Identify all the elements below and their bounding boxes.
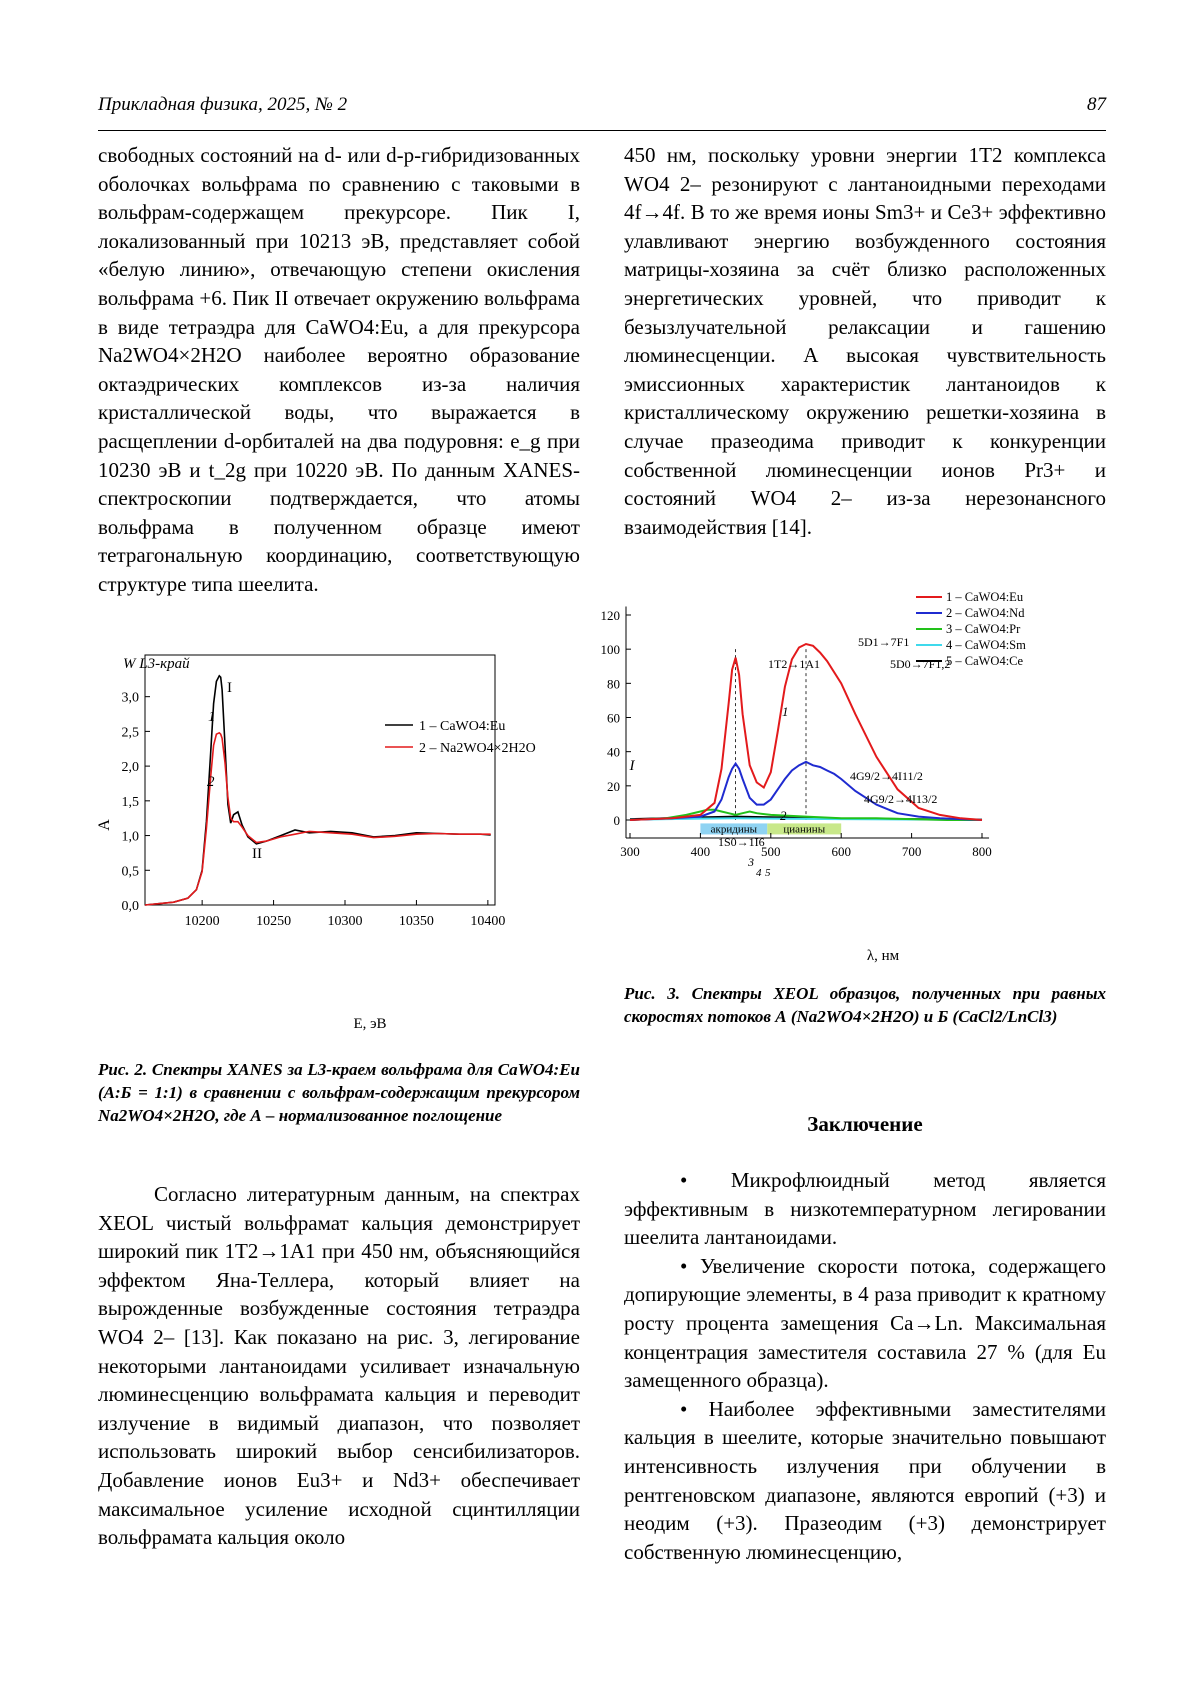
fig2-ytick-label: 2,5 — [121, 725, 139, 741]
peak-label-II: II — [252, 846, 262, 862]
running-header — [98, 90, 1106, 131]
annotation-5D0-7F12: 5D0→7F1,2 — [890, 657, 951, 671]
left-column-top — [98, 141, 580, 599]
band-label-acridines: акридины — [710, 823, 758, 836]
right-column-top — [624, 141, 1106, 541]
fig2-frame — [145, 655, 495, 905]
journal-title: Прикладная физика, 2025, № 2 — [98, 94, 348, 115]
fig3-xtick-label: 300 — [620, 844, 640, 859]
figure-3-caption: Рис. 3. Спектры XEOL образцов, полученных при равных скоростях потоков А (Na2WO4×2H2O) и Б (CaCl2/LnCl3) — [624, 984, 1106, 1026]
fig3-curve-number-1: 1 — [782, 704, 789, 719]
page-number: 87 — [1087, 94, 1106, 115]
fig3-ylabel: I — [629, 758, 635, 774]
fig3-legend-2: 2 – CaWO4:Nd — [946, 606, 1025, 620]
fig2-series-line-2 — [145, 733, 491, 905]
edge-label: W L3-край — [123, 656, 190, 672]
conclusion-bullet-3: • Наиболее эффективными заместителями кальция в шеелите, которые значительно повышают интенсивность излучения при облучении в рентгеновском диапазоне, являются европий (+3) и неодим (+3). Празеодим (+3) демонстрирует собственную люминесценцию, — [624, 1396, 1106, 1564]
fig2-legend — [385, 719, 536, 756]
fig3-ytick-label: 20 — [607, 778, 620, 794]
fig2-ytick-label: 2,0 — [121, 760, 139, 776]
figure-3-xeol — [600, 580, 1118, 980]
fig3-ytick-label: 100 — [600, 642, 620, 658]
fig2-legend-2: 2 – Na2WO4×2H2O — [419, 741, 536, 756]
annotation-4G-4I11: 4G9/2→4I11/2 — [850, 769, 923, 783]
conclusion-bullet-2: • Увеличение скорости потока, содержащего допирующие элементы, в 4 раза приводит к кратному росту процента замещения Ca→Ln. Максимальная концентрация заместителя составила 27 % (для Eu замещенного образца). — [624, 1253, 1106, 1393]
annotation-4G-4I13: 4G9/2→4I13/2 — [864, 792, 938, 806]
annotation-5D1-7F1: 5D1→7F1 — [858, 635, 910, 649]
figure-2-caption: Рис. 2. Спектры XANES за L3-краем вольфрама для CaWO4:Eu (А:Б = 1:1) в сравнении с вольфрам-содержащим прекурсором Na2WO4×2H2O, где А – нормализованное поглощение — [98, 1060, 580, 1125]
fig3-xtick-label: 800 — [972, 844, 992, 859]
fig2-ytick-label: 1,5 — [121, 794, 139, 810]
annotation-1S0-1I6: 1S0→1I6 — [718, 835, 765, 849]
fig3-curve-number-4: 4 — [756, 867, 762, 879]
curve-number-2: 2 — [207, 774, 215, 790]
fig3-curve-number-3: 3 — [748, 855, 754, 869]
fig3-xtick-label: 400 — [690, 844, 711, 859]
fig3-legend-5: 5 – CaWO4:Ce — [946, 654, 1024, 668]
fig3-xtick-label: 500 — [761, 844, 781, 859]
paragraph-xanes: свободных состояний на d- или d-p-гибридизованных оболочках вольфрама по сравнению с таковыми в вольфрам-содержащем прекурсоре. Пик I, локализованный при 10213 эВ, представляет собой «белую линию», отвечающую степени окисления вольфрама +6. Пик II отвечает окружению вольфрама в виде тетраэдра для CaWO4:Eu, а для прекурсора Na2WO4×2H2O наиболее вероятно образование октаэдрических комплексов из-за наличия кристаллической воды, что выражается в расщеплении d-орбиталей на два подуровня: e_g при 10230 эВ и t_2g при 10220 эВ. По данным XANES-спектроскопии подтверждается, что атомы вольфрама в полученном образце имеют тетрагональную координацию, соответствующую структуре типа шеелита. — [98, 143, 580, 596]
fig3-ytick-label: 0 — [613, 813, 620, 828]
fig3-curve-number-5: 5 — [765, 867, 771, 879]
conclusion-title: Заключение — [807, 1112, 923, 1136]
paragraph-lanthanides: 450 нм, поскольку уровни энергии 1T2 комплекса WO4 2– резонируют с лантаноидными переходами 4f→4f. В то же время ионы Sm3+ и Ce3+ эффективно улавливают энергию возбужденного состояния матрицы-хозяина за счёт близко расположенных энергетических уровней, что приводит к безызлучательной релаксации и гашению люминесценции. А высокая чувствительность эмиссионных характеристик лантаноидов к кристаллическому окружению решетки-хозяина в случае празеодима приводит к конкуренции собственной люминесценции ионов Pr3+ и состояний WO4 2– из-за нерезонансного взаимодействия [14]. — [624, 143, 1106, 539]
fig3-xlabel: λ, нм — [866, 948, 900, 964]
figure-2-xanes — [95, 650, 585, 1040]
fig2-series — [145, 676, 491, 905]
fig3-legend-1: 1 – CaWO4:Eu — [946, 590, 1024, 604]
left-column-bottom — [98, 1180, 580, 1552]
fig2-ytick-label: 0,0 — [121, 899, 139, 914]
fig2-ytick-label: 3,0 — [121, 690, 139, 706]
fig2-series-line-1 — [145, 676, 491, 905]
conclusion-bullet-1: • Микрофлюидный метод является эффективным в низкотемпературном легировании шеелита лантаноидами. — [624, 1168, 1106, 1250]
fig3-legend-3: 3 – CaWO4:Pr — [946, 622, 1021, 636]
fig2-axes — [122, 655, 506, 929]
fig2-xtick-label: 10300 — [327, 914, 363, 929]
fig3-legend-4: 4 – CaWO4:Sm — [946, 638, 1026, 652]
fig2-xtick-label: 10250 — [256, 914, 292, 929]
curve-number-1: 1 — [208, 709, 216, 725]
fig3-ytick-label: 60 — [607, 710, 620, 726]
fig2-legend-1: 1 – CaWO4:Eu — [419, 719, 506, 734]
annotation-1T2-1A1: 1T2→1A1 — [768, 657, 820, 671]
fig2-xtick-label: 10200 — [184, 914, 220, 929]
peak-label-I: I — [227, 680, 232, 696]
fig3-ytick-label: 40 — [607, 744, 620, 760]
fig2-ylabel: A — [96, 819, 113, 831]
conclusion-list — [624, 1166, 1106, 1566]
fig2-xtick-label: 10350 — [398, 914, 434, 929]
fig3-ytick-label: 80 — [607, 676, 620, 692]
fig3-xtick-label: 700 — [901, 844, 922, 859]
fig3-curve-number-2: 2 — [780, 808, 787, 823]
band-label-cyanines: цианины — [783, 823, 826, 836]
fig3-xtick-label: 600 — [831, 844, 851, 859]
fig2-xtick-label: 10400 — [470, 914, 506, 929]
fig2-xlabel: E, эВ — [353, 1016, 387, 1032]
fig2-ytick-label: 0,5 — [121, 864, 139, 880]
paragraph-xeol: Согласно литературным данным, на спектрах XEOL чистый вольфрамат кальция демонстрирует широкий пик 1T2→1A1 при 450 нм, объясняющийся эффектом Яна-Теллера, который влияет на вырожденные возбужденные состояния тетраэдра WO4 2– [13]. Как показано на рис. 3, легирование некоторыми лантаноидами усиливает изначальную люминесценцию вольфрамата кальция и переводит излучение в видимый диапазон, что позволяет использовать широкий выбор сенсибилизаторов. Добавление ионов Eu3+ и Nd3+ обеспечивает максимальное усиление исходной сцинтилляции вольфрамата кальция около — [98, 1182, 580, 1550]
fig2-ytick-label: 1,0 — [121, 829, 139, 845]
fig3-ytick-label: 120 — [600, 608, 620, 623]
